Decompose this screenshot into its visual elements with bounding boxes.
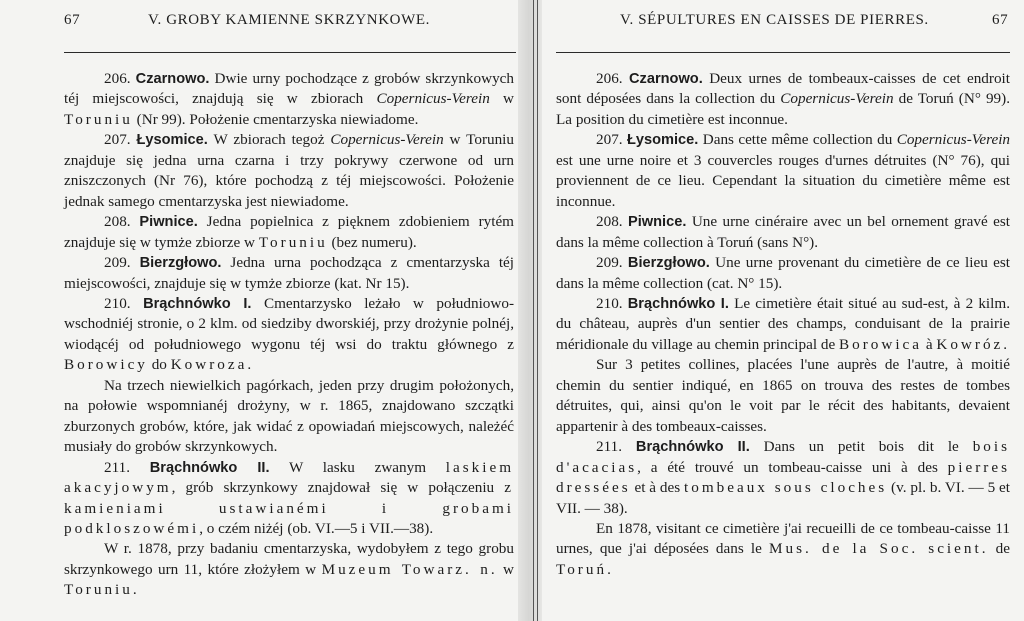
paragraph [64,253,514,294]
place-name: Brąchnówko I. [143,295,252,312]
text-run: Une urne cinéraire avec un bel ornement gravé est dans la même collection à Toruń (sans N°). [556,213,1011,251]
text-run: Dans un petit bois dit le [749,438,973,456]
right-body-text [556,69,1010,580]
paragraph [556,130,1010,212]
spaced-text: laskiem akacyjowym [64,458,515,497]
place-name: Czarnowo. [135,71,210,87]
spaced-text: tombeaux sous cloches [684,479,888,497]
left-page-number: 67 [64,12,81,28]
paragraph [556,437,1010,519]
book-gutter [518,0,542,621]
place-name: Łysomice. [136,132,208,149]
paragraph [556,69,1010,130]
text-run: de [988,540,1010,558]
text-run: Le cimetière était situé au sud-est, à 2 kilm. du château, auprès d'un sentier des champs, conduisant de la prairie méridionale du village au chemin principal de [556,294,1010,353]
place-name: Brąchnówko II. [635,439,750,456]
entry-number: 207. [596,131,623,149]
text-run: de Toruń (N° 99). La position du cimetière est inconnue. [556,90,1010,128]
entry-number: 209. [596,254,623,272]
text-run: W zbiorach tegoż [207,131,331,149]
text-run: , a été trouvé un tombeau-caisse uni à des [637,458,948,476]
italic-text: Copernicus-Verein [896,131,1011,149]
spaced-text: Borowica [838,335,923,353]
spaced-text: Kowróz [936,335,1004,353]
place-name: Piwnice. [139,214,198,231]
spaced-text: Toruniu [64,110,133,128]
text-run: Jedna urna pochodząca z cmentarzyska téj miejscowości, znajduje się w tymże zbiorze (kat. Nr 15). [64,254,514,292]
paragraph [556,212,1010,253]
spaced-text: pierres dressées [556,458,1010,497]
text-run: , grób skrzynkowy znajdował się w połączeniu [171,479,505,497]
paragraph [64,294,514,376]
italic-text: Copernicus-Verein [780,90,894,108]
text-run: W lasku zwanym [269,458,446,476]
text-run: Jedna popielnica z pięknem zdobieniem rytém znajduje się w tymże zbiorze w [64,213,514,251]
text-run: , o czém niżéj (ob. VI.—5 i VII.—38). [199,519,434,537]
entry-number: 206. [104,70,131,87]
entry-number: 210. [596,294,623,312]
text-run: . [607,560,611,578]
text-run: do [147,356,171,374]
text-run: (v. pl. b. VI. — 5 et VII. — 38). [556,479,1010,517]
place-name: Brąchnówko II. [149,459,270,476]
spaced-text: Toruniu [64,581,133,599]
spaced-text: Mus. de la Soc. scient. [769,540,989,558]
spaced-text: Borowicy [64,356,148,374]
text-run: W r. 1878, przy badaniu cmentarzyska, wydobyłem z tego grobu skrzynkowego urn 11, które złożyłem w [64,540,514,578]
right-running-title: V. SÉPULTURES EN CAISSES DE PIERRES. [620,12,929,28]
italic-text: Copernicus-Verein [376,90,490,108]
text-run: Deux urnes de tombeaux-caisses de cet endroit sont déposées dans la collection du [556,70,1010,108]
text-run: Dans cette même collection du [698,131,897,149]
spaced-text: bois d'acacias [556,438,1011,476]
left-running-title: V. GROBY KAMIENNE SKRZYNKOWE. [148,12,430,28]
text-run: Une urne provenant du cimetière de ce lieu est dans la même collection (cat. N° 15). [556,254,1010,292]
paragraph [64,376,514,458]
right-page-number: 67 [992,12,1009,28]
paragraph [556,253,1010,294]
left-body-text [64,69,514,601]
place-name: Bierzgłowo. [627,255,710,272]
place-name: Bierzgłowo. [139,255,222,272]
place-name: Łysomice. [626,132,699,149]
text-run: (bez numeru). [327,233,417,251]
paragraph [556,519,1010,580]
entry-number: 207. [104,131,131,149]
place-name: Czarnowo. [629,71,703,87]
text-run: . [1003,335,1008,353]
paragraph [64,458,514,540]
text-run: w Toruniu znajduje się jedna urna czarna i trzy pokrywy czerwone od urn zniszczonych (Nr 76), które pochodzą z téj miejscowości. Położenie jednak samego cmentarzyska jest niewiadome. [64,131,514,210]
text-run: w [497,560,515,578]
text-run: . [247,356,252,374]
text-run: et à des [630,479,685,497]
gutter-line [533,0,534,621]
text-run: Dwie urny pochodzące z grobów skrzynkowych téj miejscowości, znajdują się w zbiorach [64,70,515,108]
text-run: à [922,335,937,353]
place-name: Piwnice. [628,214,687,231]
entry-number: 211. [596,438,623,456]
spaced-text: Toruniu [258,233,328,251]
entry-number: 208. [596,213,623,231]
paragraph [64,130,514,212]
paragraph [64,69,514,130]
text-run: . [132,581,137,599]
entry-number: 206. [596,70,623,87]
entry-number: 209. [104,254,131,272]
text-run: Cmentarzysko leżało w południowo-wschodniéj stronie, o 2 klm. od siedziby dworskiéj, przy drożynie polnéj, wiodącéj od południowego wygonu téj wsi do traktu głównego z [64,294,515,353]
spaced-text: z kamieniami ustawianémi i grobami podkloszowémi [64,479,514,537]
left-header-rule [64,52,516,53]
spaced-text: Kowroza [170,356,248,374]
paragraph [64,212,514,253]
entry-number: 208. [104,213,131,231]
text-run: Na trzech niewielkich pagórkach, jeden przy drugim położonych, na połowie wspomnianéj drożyny, w r. 1865, znajdowano szczątki zburzonych grobów, które, jak widać z opowiadań miejscowych, należéć musiały do grobów skrzynkowych. [64,376,514,456]
entry-number: 211. [104,458,131,476]
paragraph [64,539,514,600]
entry-number: 210. [104,294,131,312]
text-run: (Nr 99). Położenie cmentarzyska niewiadome. [132,110,419,128]
italic-text: Copernicus-Verein [330,131,444,149]
spaced-text: Toruń [556,560,608,578]
place-name: Brąchnówko I. [627,295,729,312]
text-run: est une urne noire et 3 couvercles rouges d'urnes détruites (N° 76), qui proviennent de ce lieu. Cependant la situation du cimetière même est inconnue. [556,151,1010,210]
paragraph [556,294,1010,355]
text-run: Sur 3 petites collines, placées l'une auprès de l'autre, à moitié chemin du sentier indiqué, en 1865 on trouva des restes de tombes détruites, qui, ainsi qu'on le voit par le récit des habitants, devaient appartenir à des tombeaux-caisses. [556,356,1010,435]
text-run: En 1878, visitant ce cimetière j'ai recueilli de ce tombeau-caisse 11 urnes, que j'ai déposées dans le [556,519,1010,558]
text-run: w [489,90,514,108]
right-header-rule [556,52,1010,53]
spaced-text: Muzeum Towarz. n. [321,560,498,578]
gutter-line [537,0,538,621]
paragraph [556,355,1010,437]
